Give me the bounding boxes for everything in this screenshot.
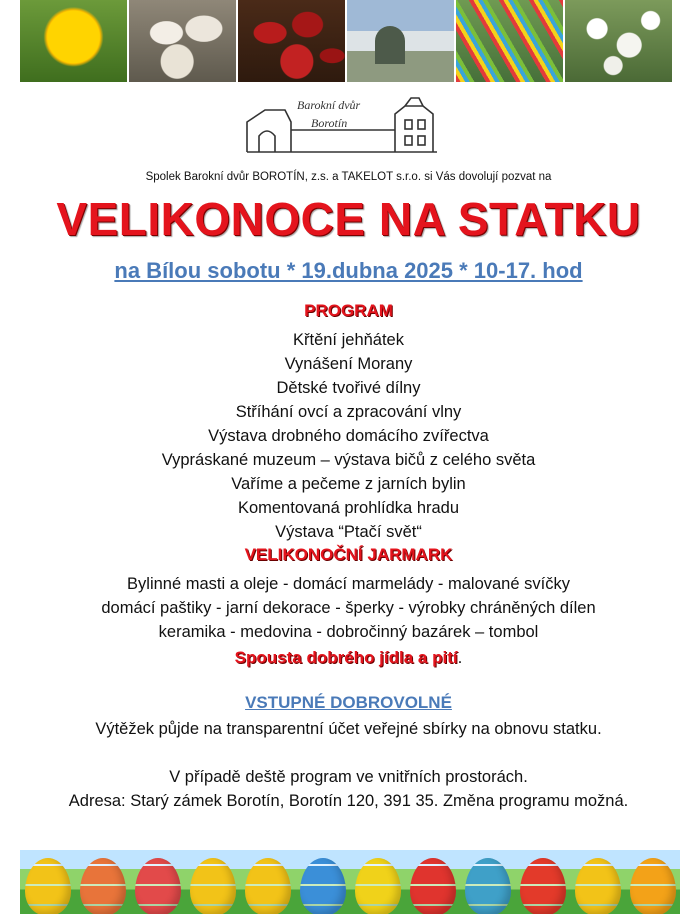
program-item: Křtění jehňátek	[293, 331, 404, 349]
logo-text-line1: Barokní dvůr	[297, 98, 361, 112]
jarmark-list	[0, 572, 697, 644]
footer-eggs-strip	[20, 850, 680, 914]
easter-egg-icon	[25, 858, 71, 914]
easter-egg-icon	[135, 858, 181, 914]
easter-egg-icon	[355, 858, 401, 914]
logo-text-line2: Borotín	[311, 116, 348, 130]
easter-whips-photo	[456, 0, 563, 82]
program-item: Komentovaná prohlídka hradu	[237, 499, 460, 517]
food-note	[0, 648, 697, 668]
entry-fee-note: Výtěžek půjde na transparentní účet veřejné sbírky na obnovu statku.	[95, 720, 602, 738]
painted-eggs-photo	[238, 0, 345, 82]
easter-egg-icon	[520, 858, 566, 914]
jarmark-line: keramika - medovina - dobročinný bazárek – tombol	[158, 623, 539, 641]
easter-egg-icon	[575, 858, 621, 914]
program-item: Výstava “Ptačí svět“	[275, 523, 422, 541]
header-photo-strip	[20, 0, 672, 82]
invite-text: Spolek Barokní dvůr BOROTÍN, z.s. a TAKELOT s.r.o. si Vás dovolují pozvat na	[145, 171, 552, 183]
program-item: Vynášení Morany	[284, 355, 413, 373]
program-item: Stříhání ovcí a zpracování vlny	[235, 403, 462, 421]
jarmark-heading: VELIKONOČNÍ JARMARK	[244, 545, 453, 564]
easter-egg-icon	[245, 858, 291, 914]
lambs-photo	[129, 0, 236, 82]
page-title: VELIKONOCE NA STATKU	[56, 193, 641, 245]
blossom-photo	[565, 0, 672, 82]
easter-egg-icon	[465, 858, 511, 914]
easter-egg-icon	[300, 858, 346, 914]
rain-note: V případě deště program ve vnitřních prostorách.	[169, 768, 528, 786]
program-item: Výstava drobného domácího zvířectva	[208, 427, 489, 445]
food-note-text: Spousta dobrého jídla a pití	[234, 648, 458, 667]
easter-egg-icon	[80, 858, 126, 914]
entry-fee-heading: VSTUPNÉ DOBROVOLNÉ	[245, 693, 452, 712]
program-item: Vypráskané muzeum – výstava bičů z celého světa	[161, 451, 536, 469]
program-item: Dětské tvořivé dílny	[276, 379, 421, 397]
program-item: Vaříme a pečeme z jarních bylin	[231, 475, 466, 493]
castle-gate-photo	[347, 0, 454, 82]
easter-egg-icon	[630, 858, 676, 914]
program-list	[0, 328, 697, 544]
easter-egg-icon	[190, 858, 236, 914]
address-line: Adresa: Starý zámek Borotín, Borotín 120, 391 35. Změna programu možná.	[68, 792, 629, 810]
jarmark-line: domácí paštiky - jarní dekorace - šperky - výrobky chráněných dílen	[101, 599, 596, 617]
jarmark-line: Bylinné masti a oleje - domácí marmelády - malované svíčky	[127, 575, 570, 593]
easter-egg-icon	[410, 858, 456, 914]
dandelion-photo	[20, 0, 127, 82]
event-date-line: na Bílou sobotu * 19.dubna 2025 * 10-17. hod	[114, 258, 583, 283]
program-heading: PROGRAM	[304, 301, 393, 320]
food-note-suffix: .	[457, 648, 463, 667]
barokni-dvur-logo	[245, 96, 440, 156]
